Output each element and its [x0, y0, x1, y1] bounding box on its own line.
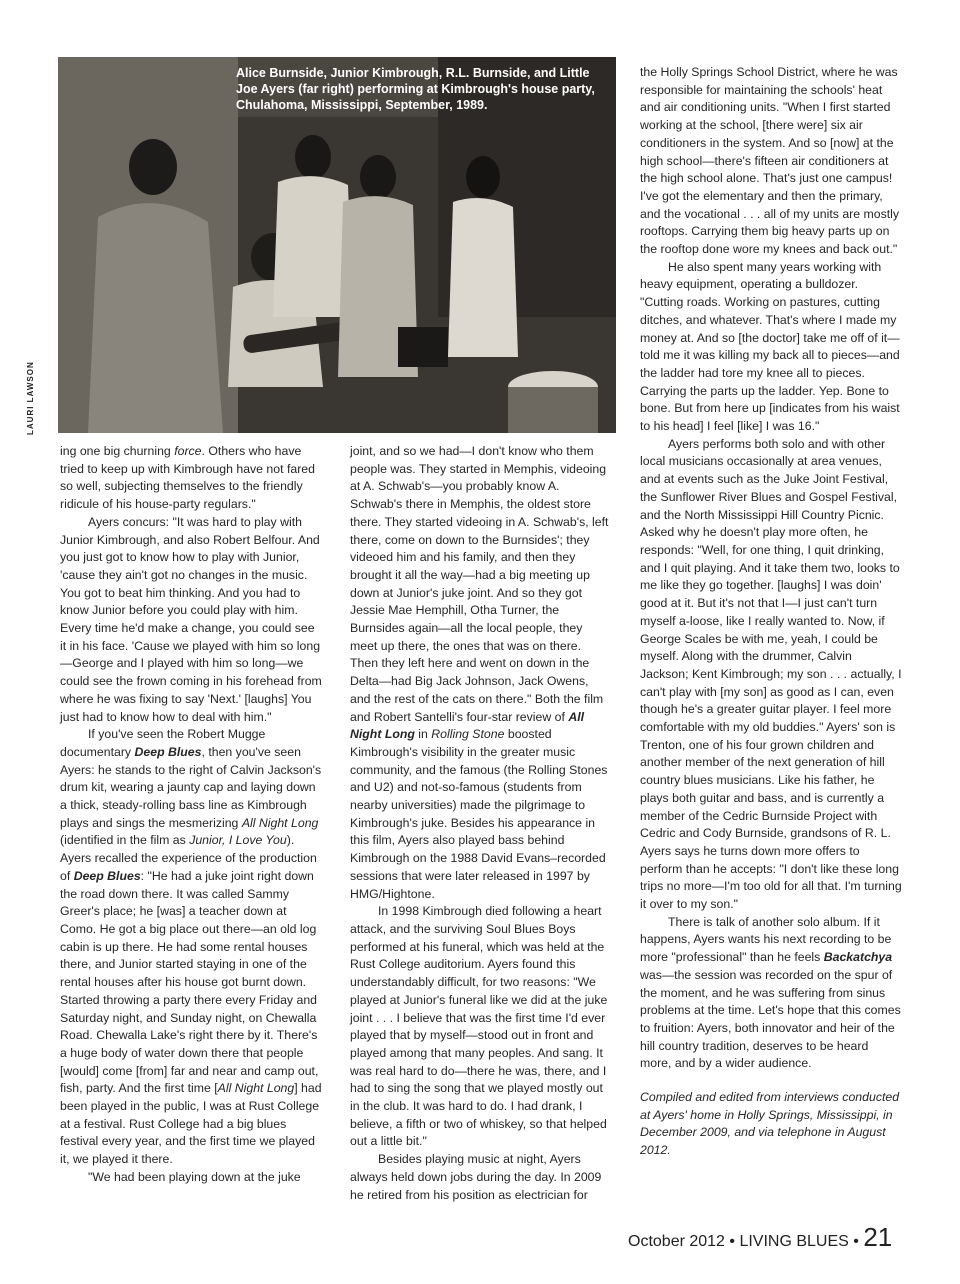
paragraph: He also spent many years working with heavy equipment, operating a bulldozer. "Cutting roads. Working on pastures, cutting ditches, and whatever. That's where I made my money at. And so [the doctor] take me off of it—told me it was killing my back all to pieces—and the ladder had tore my knee all to pieces. Carrying the parts up the ladder. Yep. Bone to bone. But from here up [indicates from his waist to his head] I feel [like] I was 16." [640, 259, 900, 434]
paragraph: Ayers performs both solo and with other local musicians occasionally at area venues, and at events such as the Juke Joint Festival, the Sunflower River Blues and Gospel Festival, and the North Mississippi Hill Country Picnic. Asked why he doesn't play more often, he responds: "Well, for one thing, I quit drinking, and I quit playing. And it take them two, looks to me like they go together. [laughs] I was doin' good at it. But it's not that I—I just can't turn myself a-loose, like I really wanted to. Now, if George Scales be with me, yeah, I could be myself. Along with the drummer, Calvin Jackson; Kent Kimbrough; my son . . . actually, I can't play with [my son] as good as I can, even though he's a greater guitar player. I feel more comfortable with my old buddies." Ayers' son is Trenton, one of his four grown children and another member of the next generation of hill country blues musicians. Like his father, he plays both guitar and bass, and is currently a member of the Cedric Burnside Project with Cedric and Cody Burnside, grandsons of R. L. Ayers says he turns down more offers to perform than he accepts: "I don't like these long trips no more—I'm too old for all that. I'm turning it over to my son." [640, 436, 902, 912]
paragraph: Besides playing music at night, Ayers always held down jobs during the day. In 2009 he retired from his position as electrician for [350, 1152, 602, 1202]
paragraph: There is talk of another solo album. If it happens, Ayers wants his next recording to be more "professional" than he feels Backatchya was—the session was recorded on the spur of the moment, and he was suffering from sinus problems at the time. Let's hope that this comes to fruition: Ayers, both innovator and heir of the hill country tradition, deserves to be heard more, and by a wider audience. [640, 914, 901, 1071]
page-number: 21 [863, 1222, 893, 1252]
column-2 [350, 443, 612, 1204]
photo-credit-text: LAURI LAWSON [26, 361, 35, 435]
paragraph: the Holly Springs School District, where he was responsible for maintaining the schools' heat and air conditioning units. "When I first started working at the school, [there were] six air conditioners in the system. And so [now] at the high school—there's fifteen air conditioners at the high school alone. That's just one campus! I've got the elementary and then the primary, and the vocational . . . all of my units are mostly rooftops. Carrying them big heavy parts up on the rooftop done wore my knees and back out." [640, 65, 900, 257]
photo [58, 57, 616, 433]
film-title: Deep Blues [134, 744, 202, 759]
paragraph: In 1998 Kimbrough died following a heart attack, and the surviving Soul Blues Boys performed at his funeral, which was held at the Rust College auditorium. Ayers found this understandably difficult, for two reasons: "We played at Junior's funeral like we did at the juke joint . . . I believe that was the first time I'd ever played that by myself—stood out in front and played among that many peoples. And sang. It was real hard to do—there he was, there, and I had to sing the song that we played mostly out in the club. It was hard to do. I had drank, I believe, a fifth or two of whiskey, so that helped out a little bit." [350, 904, 608, 1149]
paragraph: If you've seen the Robert Mugge documentary Deep Blues, then you've seen Ayers: he stands to the right of Calvin Jackson's drum kit, wearing a jaunty cap and laying down a thick, steady-rolling bass line as Kimbrough plays and sings the mesmerizing All Night Long (identified in the film as Junior, I Love You). Ayers recalled the experience of the production of Deep Blues: "He had a juke joint right down the road down there. It was called Sammy Greer's place; he [was] a teacher down at Como. He got a big place out there—an old log cabin is up there. He had some rental houses there, and Junior started staying in one of the rental houses after his house got burnt down. Started throwing a party there every Friday and Saturday night, and Sunday night, on Chewalla Road. Chewalla Lake's right there by it. There's a huge body of water down there that people [would] come [from] far and near and camp out, fish, party. And the first time [All Night Long] had been played in the public, I was at Rust College at a festival. Rust College had a big blues festival every year, and the first time we played it, we played it there. [60, 727, 322, 1167]
page-footer [628, 1222, 918, 1253]
footer-text: October 2012 • LIVING BLUES • [628, 1233, 864, 1250]
paragraph: "We had been playing down at the juke [88, 1169, 301, 1184]
paragraph: ing one big churning force. Others who have tried to keep up with Kimbrough have not fared so well, subjecting themselves to the friendly ridicule of his house-party regulars." [60, 444, 315, 512]
photo-credit [26, 361, 40, 435]
photo-image [58, 57, 616, 433]
paragraph: joint, and so we had—I don't know who them people was. They started in Memphis, videoing at A. Schwab's—you probably know A. Schwab's there in Memphis, the oldest store there. They started videoing in A. Schwab's, left there, come on down to the Burnsides'; they videoed him and his family, and then they brought it all the way—had a big meeting up down at Junior's juke joint. And so they got Jessie Mae Hemphill, Otha Turner, the Burnsides again—all the local people, they meet up there, the ones that was on there. Then they left here and went on down in the Delta—had Big Jack Johnson, Jack Owens, and the rest of the cats on there." Both the film and Robert Santelli's four-star review of All Night Long in Rolling Stone boosted Kimbrough's visibility in the greater music community, and the famous (the Rolling Stones and U2) and not-so-famous (students from nearby universities) made the pilgrimage to Kimbrough's juke. Besides his appearance in this film, Ayers also played bass behind Kimbrough on the 1988 David Evans–recorded sessions that were later released in 1997 by HMG/Hightone. [350, 444, 609, 901]
album-title: Backatchya [823, 950, 893, 965]
column-3 [640, 64, 902, 1160]
film-title: Deep Blues [73, 868, 141, 883]
paragraph: Ayers concurs: "It was hard to play with Junior Kimbrough, and also Robert Belfour. And you just got to know how to play with Junior, 'cause they ain't got no changes in the music. You got to beat him thinking. And you had to know Junior before you could play with him. Every time he'd make a change, you could see it in his face. 'Cause we played with him so long—George and I played with him so long—we could see the frown coming in his forehead from where he was fixing to say 'Next.' [laughs] You just had to know how to deal with him." [60, 514, 322, 724]
photo-caption: Alice Burnside, Junior Kimbrough, R.L. Burnside, and Little Joe Ayers (far right) performing at Kimbrough's house party, Chulahoma, Mississippi, September, 1989. [236, 66, 595, 112]
album-title: All Night Long [350, 709, 585, 742]
editorial-note: Compiled and edited from interviews conducted at Ayers' home in Holly Springs, Mississippi, in December 2009, and via telephone in August 2012. [640, 1090, 900, 1158]
column-1 [60, 443, 322, 1187]
